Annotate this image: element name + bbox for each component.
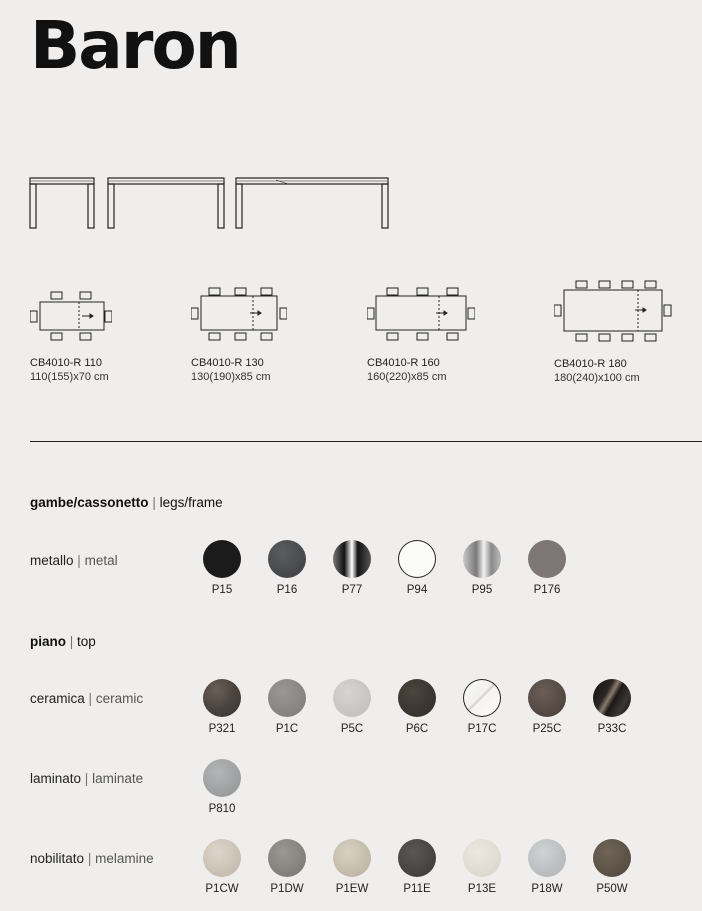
- swatch-metal-p176[interactable]: P176: [527, 540, 567, 596]
- color-swatch: [203, 540, 241, 578]
- color-swatch: [463, 679, 501, 717]
- model-code: CB4010-R 160: [367, 357, 440, 369]
- color-swatch: [398, 540, 436, 578]
- swatch-ceramic-p6c[interactable]: P6C: [397, 679, 437, 735]
- page-title: Baron: [30, 7, 240, 84]
- swatch-metal-p94[interactable]: P94: [397, 540, 437, 596]
- color-swatch: [333, 540, 371, 578]
- model-dimensions: 160(220)x85 cm: [367, 371, 447, 383]
- swatch-melamine-p11e[interactable]: P11E: [397, 839, 437, 895]
- color-swatch: [593, 839, 631, 877]
- swatch-melamine-p1cw[interactable]: P1CW: [202, 839, 242, 895]
- model-dimensions: 110(155)x70 cm: [30, 371, 109, 383]
- color-swatch: [593, 679, 631, 717]
- plan-view-130: [191, 286, 287, 383]
- color-swatch: [528, 839, 566, 877]
- plan-view-110: [30, 290, 112, 383]
- swatch-melamine-p1dw[interactable]: P1DW: [267, 839, 307, 895]
- swatch-metal-p15[interactable]: P15: [202, 540, 242, 596]
- swatch-melamine-p13e[interactable]: P13E: [462, 839, 502, 895]
- model-dimensions: 180(240)x100 cm: [554, 372, 640, 384]
- section-title-legs-frame: gambe/cassonetto | legs/frame: [30, 495, 223, 510]
- color-swatch: [528, 540, 566, 578]
- swatch-metal-p16[interactable]: P16: [267, 540, 307, 596]
- row-label-ceramic: ceramica | ceramic: [30, 691, 144, 706]
- section-divider: [30, 441, 702, 442]
- swatch-melamine-p18w[interactable]: P18W: [527, 839, 567, 895]
- color-swatch: [398, 679, 436, 717]
- color-swatch: [268, 679, 306, 717]
- swatch-ceramic-p1c[interactable]: P1C: [267, 679, 307, 735]
- color-swatch: [203, 759, 241, 797]
- color-swatch: [268, 540, 306, 578]
- swatch-ceramic-p5c[interactable]: P5C: [332, 679, 372, 735]
- swatch-melamine-p1ew[interactable]: P1EW: [332, 839, 372, 895]
- section-title-top: piano | top: [30, 634, 96, 649]
- color-swatch: [268, 839, 306, 877]
- swatch-ceramic-p25c[interactable]: P25C: [527, 679, 567, 735]
- color-swatch: [463, 839, 501, 877]
- swatch-ceramic-p321[interactable]: P321: [202, 679, 242, 735]
- color-swatch: [203, 679, 241, 717]
- swatch-laminate-p810[interactable]: P810: [202, 759, 242, 815]
- model-code: CB4010-R 180: [554, 358, 627, 370]
- color-swatch: [333, 839, 371, 877]
- plan-view-180: [554, 279, 672, 384]
- model-code: CB4010-R 130: [191, 357, 264, 369]
- plan-view-160: [367, 286, 475, 383]
- color-swatch: [463, 540, 501, 578]
- color-swatch: [528, 679, 566, 717]
- swatch-ceramic-p33c[interactable]: P33C: [592, 679, 632, 735]
- color-swatch: [203, 839, 241, 877]
- row-label-laminate: laminato | laminate: [30, 771, 144, 786]
- swatch-ceramic-p17c[interactable]: P17C: [462, 679, 502, 735]
- swatch-melamine-p50w[interactable]: P50W: [592, 839, 632, 895]
- row-label-melamine: nobilitato | melamine: [30, 851, 154, 866]
- swatch-metal-p77[interactable]: P77: [332, 540, 372, 596]
- row-label-metal: metallo | metal: [30, 553, 118, 568]
- color-swatch: [333, 679, 371, 717]
- swatch-metal-p95[interactable]: P95: [462, 540, 502, 596]
- model-dimensions: 130(190)x85 cm: [191, 371, 271, 383]
- color-swatch: [398, 839, 436, 877]
- table-side-view-drawings: [28, 172, 398, 232]
- model-code: CB4010-R 110: [30, 357, 102, 369]
